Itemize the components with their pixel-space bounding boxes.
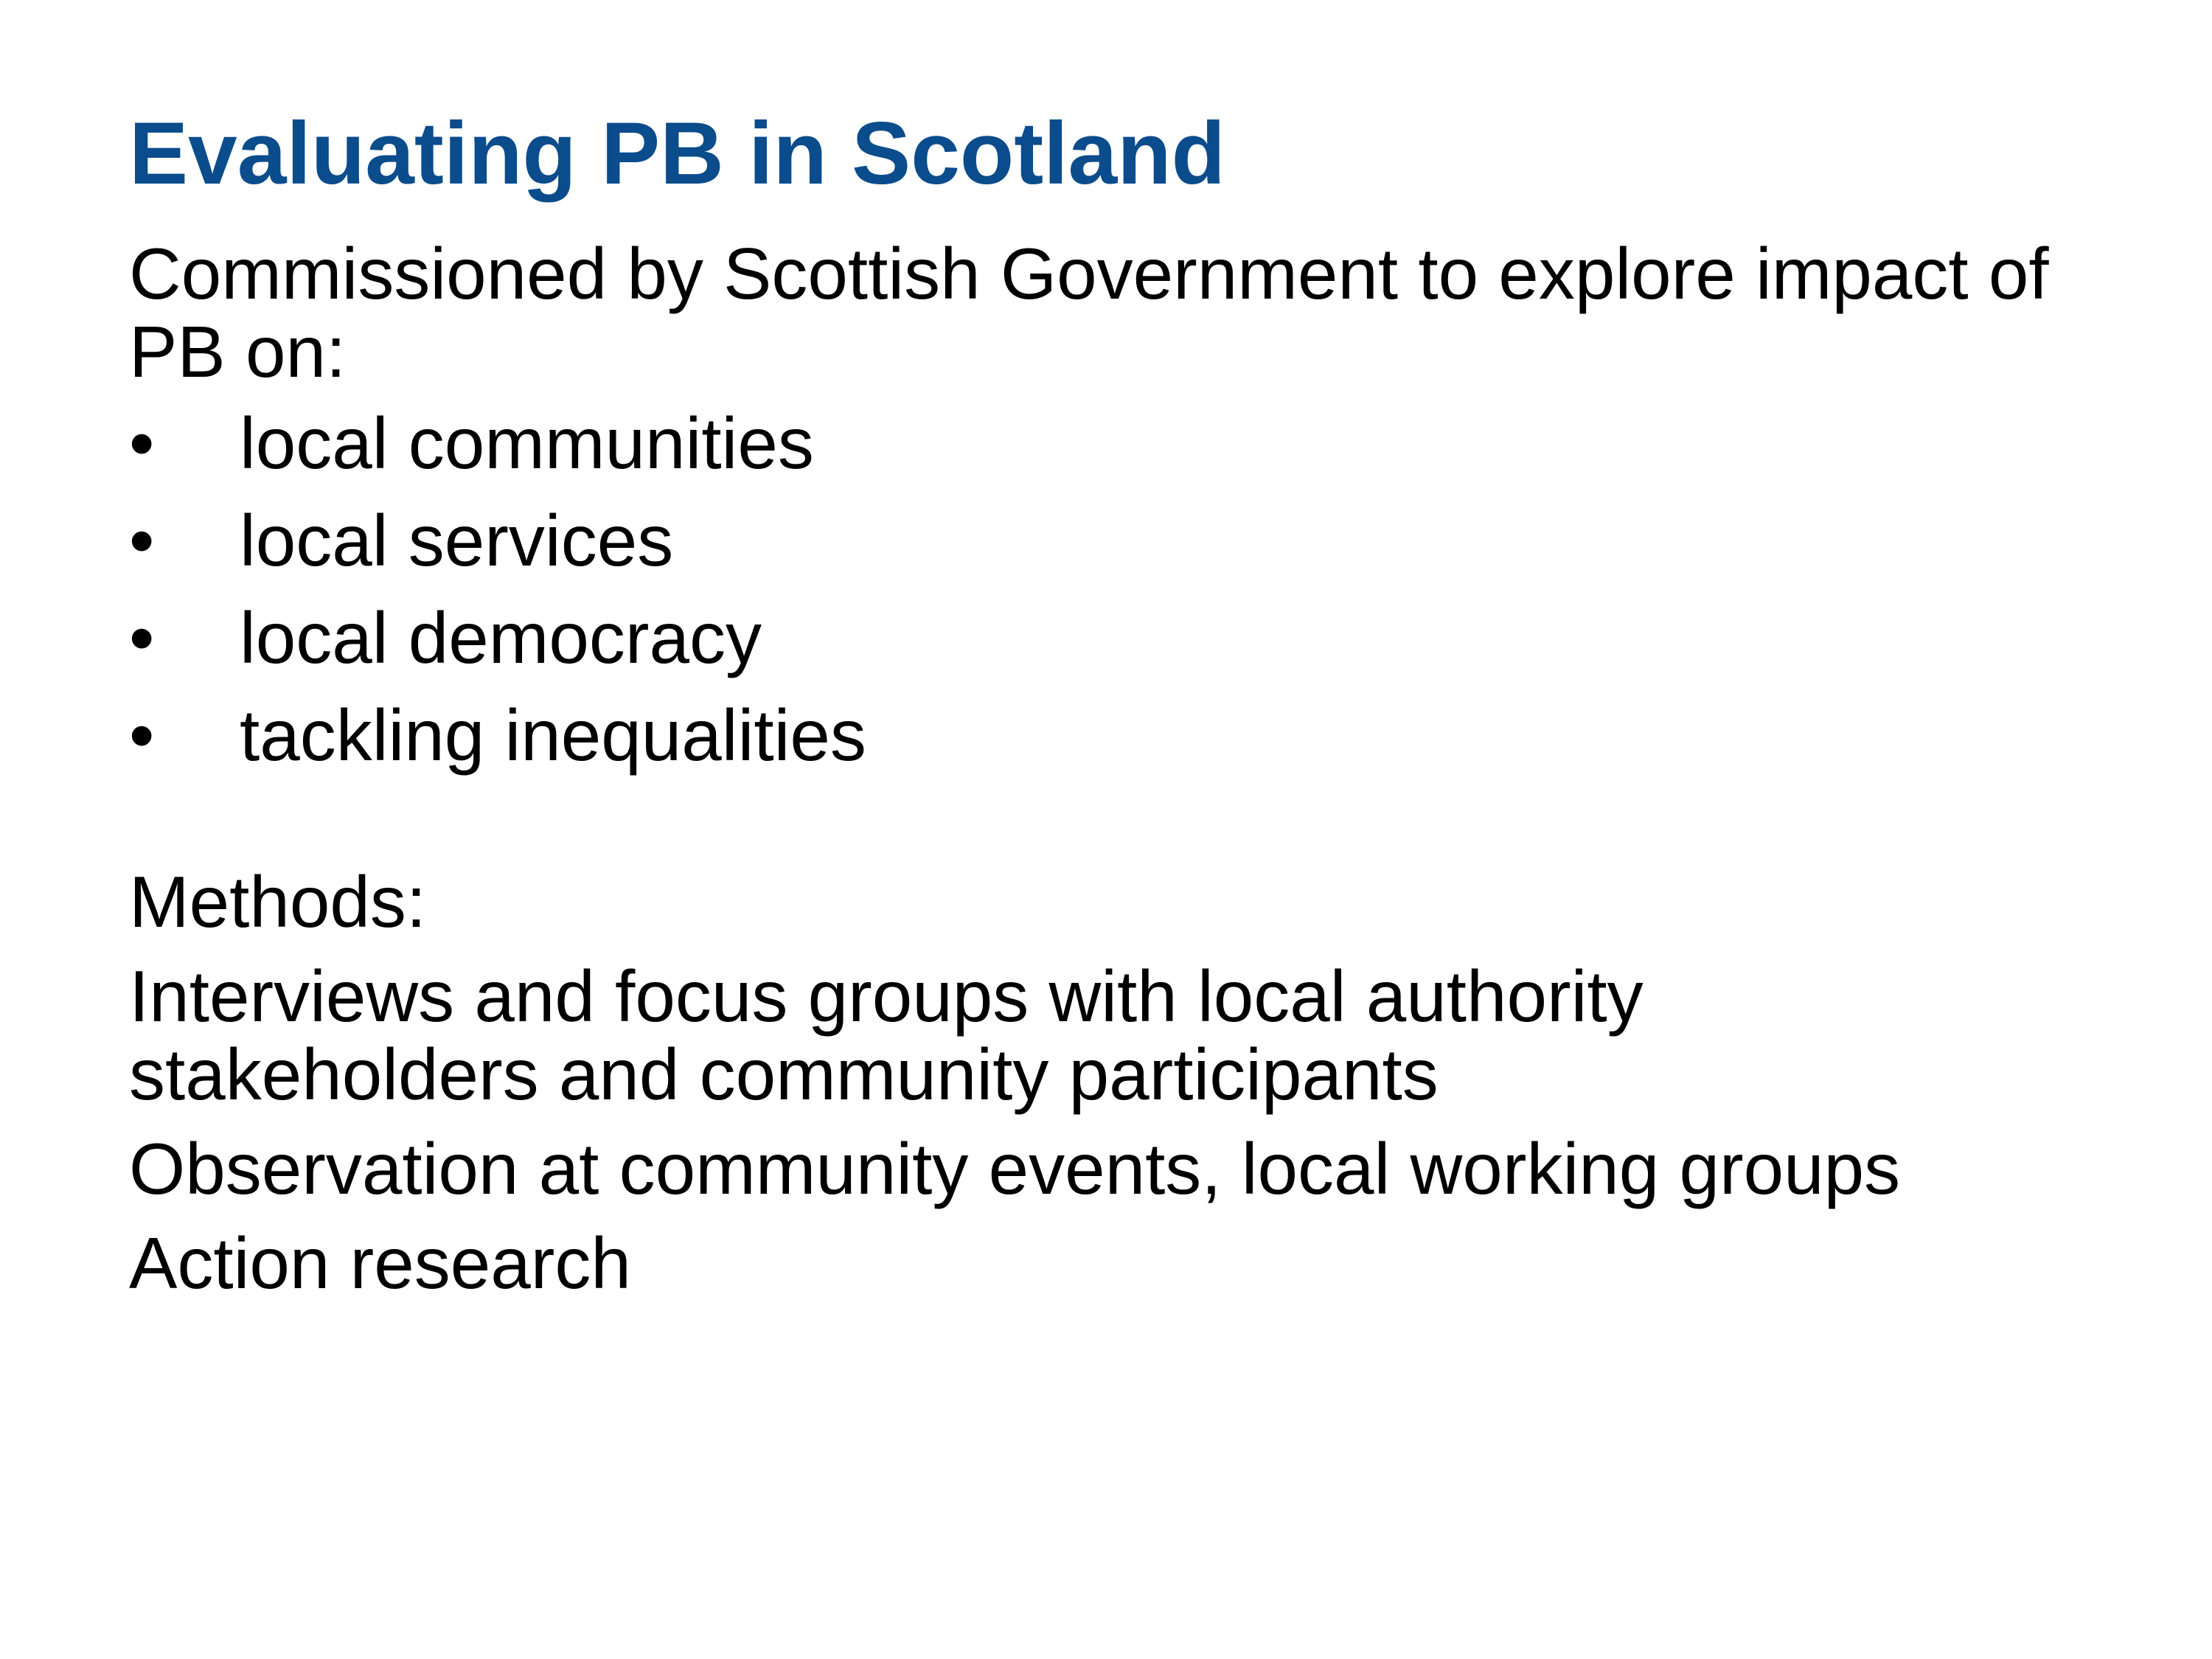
impact-list xyxy=(129,404,2164,774)
methods-item: Observation at community events, local working groups xyxy=(129,1128,1901,1209)
list-item xyxy=(129,404,2164,482)
bullet-icon: • xyxy=(129,500,155,581)
bullet-icon: • xyxy=(129,403,155,484)
list-item-label: local services xyxy=(240,500,674,581)
list-item-label: local democracy xyxy=(240,597,762,678)
bullet-icon: • xyxy=(129,597,155,678)
slide-body xyxy=(129,234,2164,1318)
slide-title: Evaluating PB in Scotland xyxy=(129,104,1225,203)
methods-item: Action research xyxy=(129,1222,631,1304)
list-item-label: local communities xyxy=(240,403,814,484)
list-item xyxy=(129,501,2164,580)
bullet-icon: • xyxy=(129,695,155,776)
intro-text: Commissioned by Scottish Government to explore impact of PB on: xyxy=(129,233,2049,392)
methods-heading: Methods: xyxy=(129,861,427,942)
list-item xyxy=(129,599,2164,677)
methods-item: Interviews and focus groups with local authority stakeholders and community participants xyxy=(129,956,1644,1115)
list-item xyxy=(129,696,2164,774)
list-item-label: tackling inequalities xyxy=(240,695,866,776)
